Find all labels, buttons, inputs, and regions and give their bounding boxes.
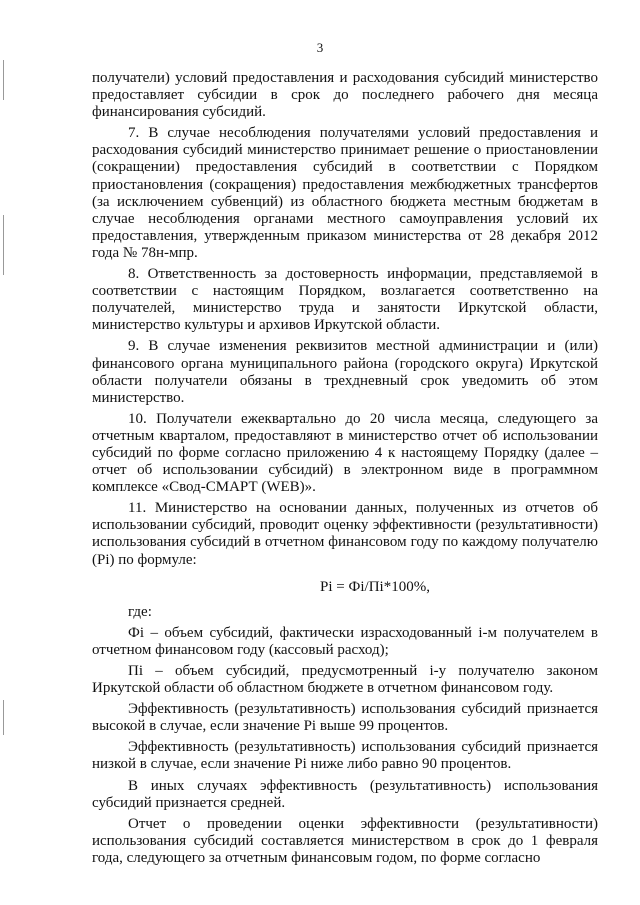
definition-fi: Фi – объем субсидий, фактически израсходованный i-м получателем в отчетном финансовом году (кассовый расход); bbox=[92, 624, 598, 658]
scan-edge-mark bbox=[3, 700, 4, 735]
report-paragraph: Отчет о проведении оценки эффективности (результативности) использования субсидий составляется министерством в срок до 1 февраля года, следующего за отчетным финансовым годом, по форме согласно bbox=[92, 815, 598, 866]
paragraph-11: 11. Министерство на основании данных, полученных из отчетов об использовании субсидий, проводит оценку эффективности (результативности) использования субсидий в отчетном финансовом году по каждому получателю (Pi) по формуле: bbox=[92, 500, 598, 568]
paragraph-8: 8. Ответственность за достоверность информации, представляемой в соответствии с настоящим Порядком, возлагается соответственно на получателей, министерство труда и занятости Иркутской области, министерство культуры и архивов Иркутской области. bbox=[92, 266, 598, 334]
paragraph-9: 9. В случае изменения реквизитов местной администрации и (или) финансового органа муниципального района (городского округа) Иркутской области получатели обязаны в трехдневный срок уведомить об этом министерство. bbox=[92, 338, 598, 406]
criterion-medium: В иных случаях эффективность (результативность) использования субсидий признается средней. bbox=[92, 777, 598, 811]
criterion-low: Эффективность (результативность) использования субсидий признается низкой в случае, если значение Pi ниже либо равно 90 процентов. bbox=[92, 739, 598, 773]
paragraph-10: 10. Получатели ежеквартально до 20 числа месяца, следующего за отчетным кварталом, предоставляют в министерство отчет об использовании субсидий по форме согласно приложению 4 к настоящему Порядку (далее – отчет об использовании субсидий) в электронном виде в программном комплексе «Свод-СМАРТ (WEB)». bbox=[92, 410, 598, 496]
efficiency-formula: Pi = Фi/Пi*100%, bbox=[320, 578, 430, 595]
paragraph-7: 7. В случае несоблюдения получателями условий предоставления и расходования субсидий министерство принимает решение о приостановлении (сокращении) предоставления субсидий в соответствии с Порядком приостановления (сокращения) предоставления межбюджетных трансфертов (за исключением субвенций) из областного бюджета местным бюджетам в случае несоблюдения органами местного самоуправления условий их предоставления, утвержденным приказом министерства от 28 декабря 2012 года № 78н-мпр. bbox=[92, 125, 598, 261]
criterion-high: Эффективность (результативность) использования субсидий признается высокой в случае, если значение Pi выше 99 процентов. bbox=[92, 701, 598, 735]
scan-edge-mark bbox=[3, 215, 4, 275]
document-body bbox=[92, 70, 598, 871]
scan-edge-mark bbox=[3, 60, 4, 100]
page-number: 3 bbox=[316, 40, 324, 55]
paragraph-continuation: получатели) условий предоставления и расходования субсидий министерство предоставляет субсидии в срок до последнего рабочего дня месяца финансирования субсидий. bbox=[92, 70, 598, 121]
formula-where-label: где: bbox=[128, 603, 152, 620]
definition-pi: Пi – объем субсидий, предусмотренный i-у получателю законом Иркутской области об областном бюджете в отчетном финансовом году. bbox=[92, 663, 598, 697]
